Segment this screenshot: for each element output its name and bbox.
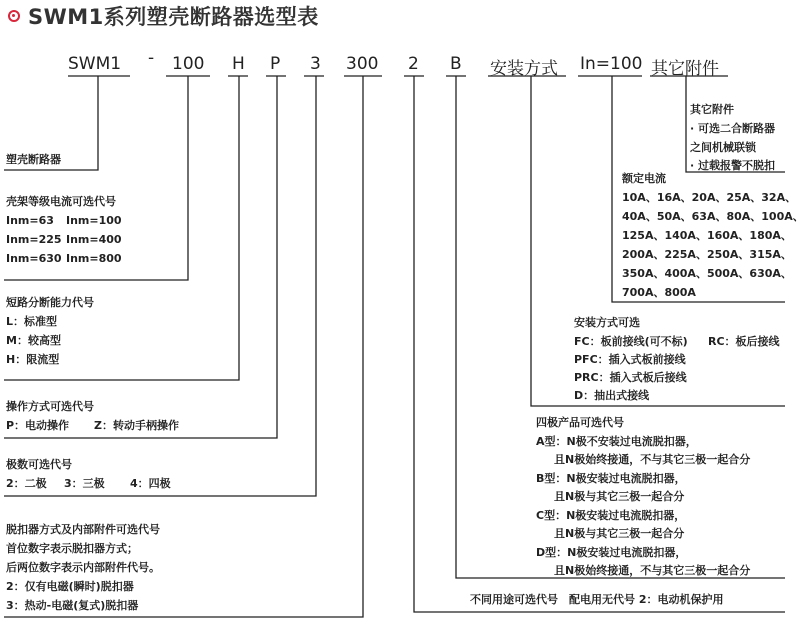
operation-item: P：电动操作	[6, 419, 70, 432]
breaking-title: 短路分断能力代号	[6, 296, 94, 309]
code-current: In=100	[580, 54, 643, 74]
four-pole-line: D型：N极安装过电流脱扣器，	[536, 546, 687, 559]
four-pole-line: B型：N极安装过电流脱扣器，	[536, 472, 686, 485]
frame-row	[6, 249, 122, 268]
code-four-pole: B	[450, 54, 462, 74]
breaking-item: H：限流型	[6, 353, 60, 366]
current-line: 350A、400A、500A、630A、	[622, 267, 792, 280]
accessory-line: 之间机械联锁	[690, 141, 756, 154]
four-pole-title: 四极产品可选代号	[536, 416, 624, 429]
breaker-label: 塑壳断路器	[6, 153, 61, 166]
four-pole-line: 且N极始终接通，不与其它三极一起合分	[554, 564, 751, 577]
frame-option: Inm=63	[6, 214, 54, 227]
accessory-title: 其它附件	[690, 103, 734, 116]
operation-item: Z：转动手柄操作	[94, 419, 179, 432]
code-frame: 100	[172, 54, 205, 74]
four-pole-line: A型：N极不安装过电流脱扣器，	[536, 435, 697, 448]
poles-title: 极数可选代号	[6, 458, 72, 471]
mount-line: PFC：插入式板前接线	[574, 353, 686, 366]
mount-line: PRC：插入式板后接线	[574, 371, 687, 384]
frame-option: Inm=400	[66, 233, 122, 246]
frame-option: Inm=800	[66, 252, 122, 265]
poles-row	[6, 474, 171, 493]
code-usage: 2	[408, 54, 419, 74]
current-line: 200A、225A、250A、315A、	[622, 248, 792, 261]
code-operation: P	[270, 54, 281, 74]
current-line: 40A、50A、63A、80A、100A、	[622, 210, 804, 223]
current-line: 700A、800A	[622, 286, 696, 299]
mount-fc: FC：板前接线(可不标)	[574, 335, 688, 348]
frame-row	[6, 230, 122, 249]
four-pole-line: 且N极与其它三极一起合分	[554, 527, 685, 540]
code-dash: -	[148, 48, 155, 68]
four-pole-line: 且N极与其它三极一起合分	[554, 490, 685, 503]
release-line: 3：热动-电磁(复式)脱扣器	[6, 599, 139, 612]
release-line: 首位数字表示脱扣器方式；	[6, 542, 138, 555]
four-pole-line: 且N极始终接通，不与其它三极一起合分	[554, 453, 751, 466]
four-pole-line: C型：N极安装过电流脱扣器，	[536, 509, 686, 522]
usage-line: 不同用途可选代号 配电用无代号 2：电动机保护用	[470, 593, 724, 606]
poles-item: 3：三极	[64, 477, 105, 490]
code-release: 300	[346, 54, 379, 74]
accessory-line: · 过载报警不脱扣	[690, 159, 776, 172]
frame-option: Inm=225	[6, 233, 62, 246]
breaking-item: M：较高型	[6, 334, 61, 347]
mount-rc: RC：板后接线	[708, 335, 780, 348]
frame-option: Inm=630	[6, 252, 62, 265]
page-title: SWM1系列塑壳断路器选型表	[28, 5, 319, 29]
frame-option: Inm=100	[66, 214, 122, 227]
current-line: 125A、140A、160A、180A、	[622, 229, 792, 242]
code-mount: 安装方式	[490, 59, 558, 79]
accessory-line: · 可选二合断路器	[690, 122, 776, 135]
mount-title: 安装方式可选	[574, 316, 640, 329]
breaking-item: L：标准型	[6, 315, 58, 328]
current-line: 10A、16A、20A、25A、32A、	[622, 191, 797, 204]
mount-line: D：抽出式接线	[574, 389, 650, 402]
code-series: SWM1	[68, 54, 122, 74]
release-title: 脱扣器方式及内部附件可选代号	[6, 523, 160, 536]
current-title: 额定电流	[622, 172, 666, 185]
code-poles: 3	[310, 54, 321, 74]
code-accessory: 其它附件	[651, 59, 719, 79]
poles-item: 2：二极	[6, 477, 47, 490]
poles-item: 4：四极	[130, 477, 171, 490]
operation-row	[6, 416, 179, 435]
operation-title: 操作方式可选代号	[6, 400, 94, 413]
code-breaking: H	[232, 54, 245, 74]
release-line: 2：仅有电磁(瞬时)脱扣器	[6, 580, 134, 593]
release-line: 后两位数字表示内部附件代号。	[6, 561, 160, 574]
frame-title: 壳架等级电流可选代号	[6, 195, 116, 208]
frame-row	[6, 211, 122, 230]
